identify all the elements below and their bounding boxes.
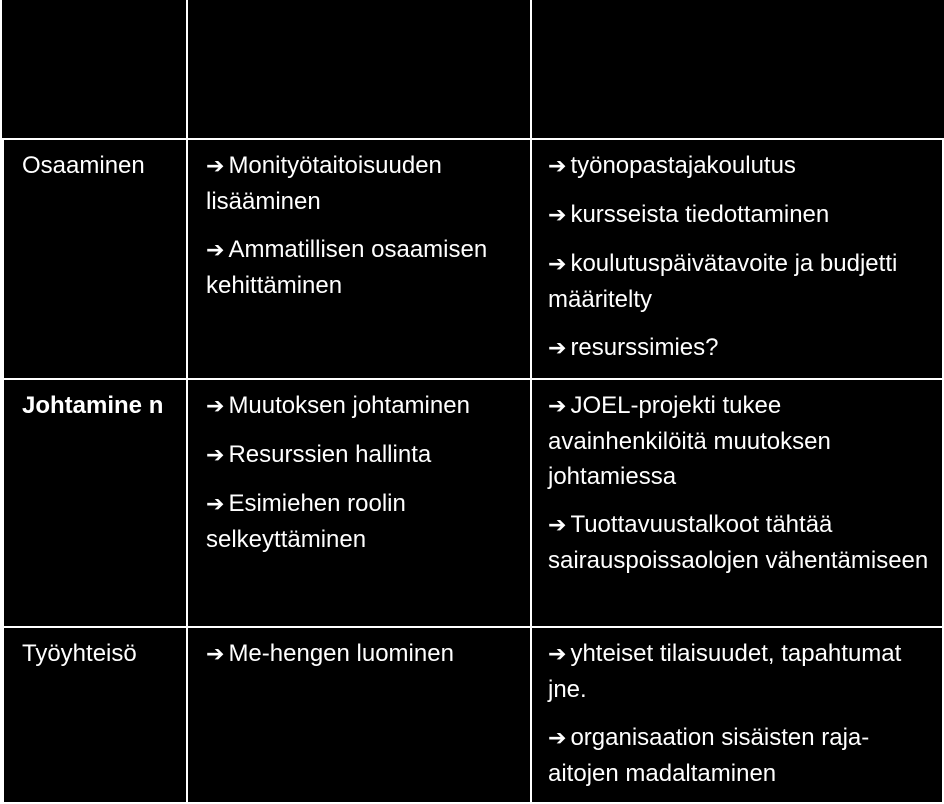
actions-cell: [531, 627, 943, 803]
goals-cell: [187, 139, 531, 379]
table-row-tyoyhteiso: [3, 627, 943, 803]
action-text: työnopastajakoulutus: [570, 152, 796, 179]
arrow-right-icon: ➔: [548, 513, 567, 538]
goals-cell: [187, 379, 531, 627]
action-item: [548, 636, 932, 707]
goal-text: Esimiehen roolin selkeyttäminen: [206, 490, 406, 553]
goal-item: [206, 437, 518, 473]
arrow-right-icon: ➔: [548, 203, 567, 228]
goal-text: Ammatillisen osaamisen kehittäminen: [206, 236, 488, 299]
goal-item: [206, 636, 518, 672]
goal-item: [206, 232, 518, 303]
action-text: Tuottavuustalkoot tähtää sairauspoissaolojen vähentämiseen: [548, 511, 929, 574]
goals-cell: [187, 627, 531, 803]
header-cell-actions: [531, 1, 943, 139]
category-cell: [3, 627, 187, 803]
category-label: Työyhteisö: [22, 640, 137, 667]
action-item: [548, 148, 932, 184]
action-text: yhteiset tilaisuudet, tapahtumat jne.: [548, 640, 902, 703]
action-item: [548, 507, 932, 578]
goal-item: [206, 148, 518, 219]
arrow-right-icon: ➔: [548, 726, 567, 751]
goal-text: Me-hengen luominen: [228, 640, 454, 667]
arrow-right-icon: ➔: [548, 642, 567, 667]
actions-cell: [531, 379, 943, 627]
action-item: [548, 720, 932, 791]
arrow-right-icon: ➔: [206, 238, 225, 263]
action-text: koulutuspäivätavoite ja budjetti määritelty: [548, 250, 898, 313]
goal-text: Monityötaitoisuuden lisääminen: [206, 152, 442, 215]
header-cell-category: [3, 1, 187, 139]
arrow-right-icon: ➔: [548, 252, 567, 277]
arrow-right-icon: ➔: [548, 154, 567, 179]
action-item: [548, 330, 932, 366]
action-text: kursseista tiedottaminen: [570, 201, 830, 228]
table-row-osaaminen: [3, 139, 943, 379]
action-item: [548, 246, 932, 317]
category-label: Johtamine n: [22, 392, 164, 419]
category-cell: [3, 379, 187, 627]
goal-item: [206, 486, 518, 557]
arrow-right-icon: ➔: [206, 443, 225, 468]
category-cell: [3, 139, 187, 379]
action-text: resurssimies?: [570, 334, 719, 361]
header-cell-goals: [187, 1, 531, 139]
development-table: [2, 0, 944, 804]
category-label: Osaaminen: [22, 152, 145, 179]
arrow-right-icon: ➔: [206, 154, 225, 179]
goal-text: Muutoksen johtaminen: [228, 392, 470, 419]
action-text: organisaation sisäisten raja-aitojen madaltaminen: [548, 724, 870, 787]
header-row: [3, 1, 943, 139]
actions-cell: [531, 139, 943, 379]
arrow-right-icon: ➔: [548, 394, 567, 419]
arrow-right-icon: ➔: [548, 336, 567, 361]
action-item: [548, 197, 932, 233]
action-text: JOEL-projekti tukee avainhenkilöitä muutoksen johtamiessa: [548, 392, 831, 490]
goal-text: Resurssien hallinta: [228, 441, 432, 468]
arrow-right-icon: ➔: [206, 492, 225, 517]
goal-item: [206, 388, 518, 424]
action-item: [548, 388, 932, 494]
arrow-right-icon: ➔: [206, 394, 225, 419]
arrow-right-icon: ➔: [206, 642, 225, 667]
table-row-johtaminen: [3, 379, 943, 627]
